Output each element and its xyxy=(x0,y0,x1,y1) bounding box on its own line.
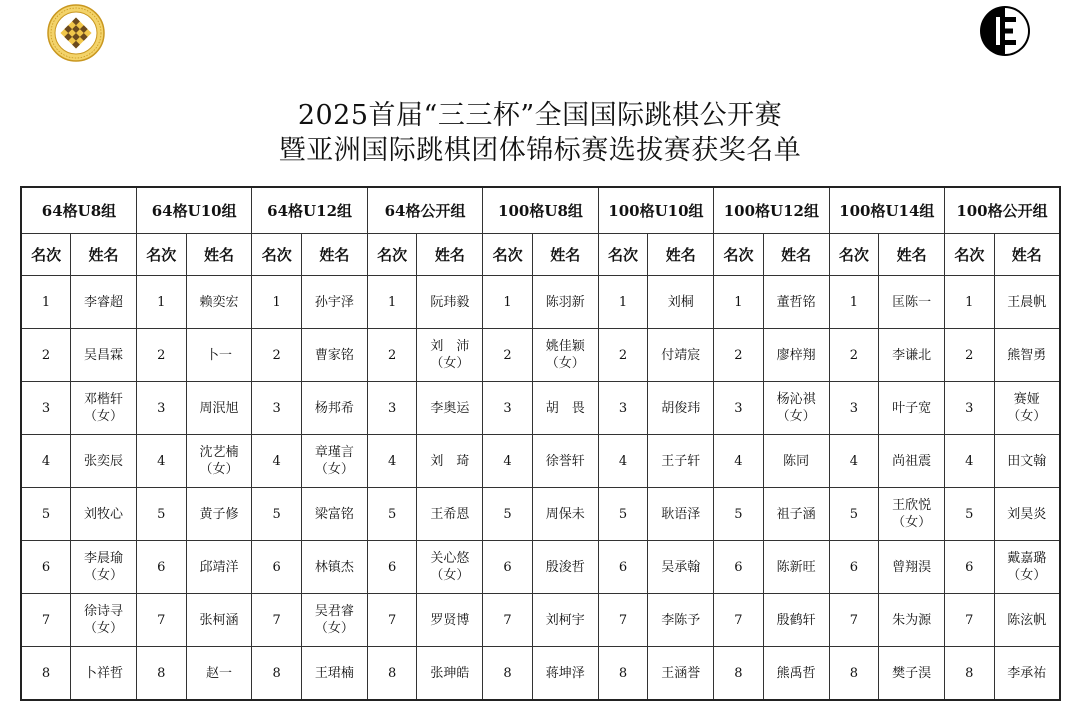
winner-name-cell: 刘桐 xyxy=(648,276,714,329)
winner-name-cell: 关心悠 （女） xyxy=(417,541,483,594)
winner-name-cell: 梁富铭 xyxy=(302,488,368,541)
winner-name-cell: 张珅皓 xyxy=(417,647,483,701)
rank-cell: 4 xyxy=(483,435,533,488)
name-column-header: 姓名 xyxy=(532,234,598,276)
rank-cell: 6 xyxy=(714,541,764,594)
rank-cell: 8 xyxy=(598,647,648,701)
rank-cell: 3 xyxy=(945,382,995,435)
rank-cell: 3 xyxy=(21,382,71,435)
winner-name-cell: 黄子修 xyxy=(186,488,252,541)
group-header: 100格U8组 xyxy=(483,187,598,234)
rank-cell: 6 xyxy=(483,541,533,594)
rank-cell: 8 xyxy=(945,647,995,701)
rank-column-header: 名次 xyxy=(136,234,186,276)
winner-name-cell: 尚祖震 xyxy=(879,435,945,488)
winner-name-cell: 张柯涵 xyxy=(186,594,252,647)
rank-cell: 1 xyxy=(136,276,186,329)
rank-cell: 5 xyxy=(252,488,302,541)
rank-cell: 4 xyxy=(136,435,186,488)
rank-cell: 3 xyxy=(252,382,302,435)
rank-cell: 8 xyxy=(252,647,302,701)
rank-cell: 7 xyxy=(483,594,533,647)
winner-name-cell: 张奕辰 xyxy=(71,435,137,488)
winner-name-cell: 陈新旺 xyxy=(763,541,829,594)
winner-name-cell: 熊智勇 xyxy=(994,329,1060,382)
rank-column-header: 名次 xyxy=(598,234,648,276)
name-column-header: 姓名 xyxy=(994,234,1060,276)
rank-cell: 8 xyxy=(714,647,764,701)
rank-cell: 8 xyxy=(829,647,879,701)
winner-name-cell: 周泯旭 xyxy=(186,382,252,435)
winner-name-cell: 田文翰 xyxy=(994,435,1060,488)
rank-cell: 6 xyxy=(945,541,995,594)
winner-name-cell: 耿语泽 xyxy=(648,488,714,541)
winner-name-cell: 殷浚哲 xyxy=(532,541,598,594)
name-column-header: 姓名 xyxy=(763,234,829,276)
rank-cell: 4 xyxy=(714,435,764,488)
federation-logo xyxy=(978,4,1032,58)
winner-name-cell: 阮玮毅 xyxy=(417,276,483,329)
winner-name-cell: 吴君睿 （女） xyxy=(302,594,368,647)
table-row xyxy=(21,594,1060,647)
winner-name-cell: 吴昌霖 xyxy=(71,329,137,382)
winner-name-cell: 章瑾言 （女） xyxy=(302,435,368,488)
winner-name-cell: 卜祥哲 xyxy=(71,647,137,701)
federation-e-icon xyxy=(978,4,1032,58)
rank-cell: 4 xyxy=(252,435,302,488)
winner-name-cell: 邱靖洋 xyxy=(186,541,252,594)
rank-cell: 1 xyxy=(945,276,995,329)
winner-name-cell: 熊禹哲 xyxy=(763,647,829,701)
rank-cell: 6 xyxy=(598,541,648,594)
winner-name-cell: 徐诗寻 （女） xyxy=(71,594,137,647)
winner-name-cell: 李睿超 xyxy=(71,276,137,329)
rank-column-header: 名次 xyxy=(21,234,71,276)
name-column-header: 姓名 xyxy=(417,234,483,276)
rank-cell: 5 xyxy=(714,488,764,541)
rank-cell: 1 xyxy=(598,276,648,329)
winner-name-cell: 廖梓翔 xyxy=(763,329,829,382)
winner-name-cell: 赖奕宏 xyxy=(186,276,252,329)
winner-name-cell: 李谦北 xyxy=(879,329,945,382)
rank-cell: 5 xyxy=(598,488,648,541)
winner-name-cell: 卜一 xyxy=(186,329,252,382)
column-header-row xyxy=(21,234,1060,276)
winner-name-cell: 曹家铭 xyxy=(302,329,368,382)
winner-name-cell: 樊子淏 xyxy=(879,647,945,701)
rank-cell: 7 xyxy=(598,594,648,647)
group-header: 64格公开组 xyxy=(367,187,482,234)
winner-name-cell: 吴承翰 xyxy=(648,541,714,594)
table-row xyxy=(21,329,1060,382)
rank-cell: 2 xyxy=(367,329,417,382)
rank-cell: 4 xyxy=(829,435,879,488)
rank-cell: 2 xyxy=(252,329,302,382)
winner-name-cell: 朱为源 xyxy=(879,594,945,647)
winner-name-cell: 刘牧心 xyxy=(71,488,137,541)
rank-cell: 6 xyxy=(136,541,186,594)
document-title-line2: 暨亚洲国际跳棋团体锦标赛选拔赛获奖名单 xyxy=(278,135,802,166)
rank-cell: 2 xyxy=(598,329,648,382)
rank-cell: 1 xyxy=(483,276,533,329)
winner-name-cell: 刘 沛 （女） xyxy=(417,329,483,382)
winner-name-cell: 王子轩 xyxy=(648,435,714,488)
group-header: 64格U8组 xyxy=(21,187,136,234)
rank-column-header: 名次 xyxy=(483,234,533,276)
rank-cell: 3 xyxy=(136,382,186,435)
winner-name-cell: 曾翔淏 xyxy=(879,541,945,594)
winner-name-cell: 叶子宽 xyxy=(879,382,945,435)
winner-name-cell: 徐誉轩 xyxy=(532,435,598,488)
winner-name-cell: 付靖宸 xyxy=(648,329,714,382)
rank-cell: 8 xyxy=(483,647,533,701)
rank-cell: 8 xyxy=(21,647,71,701)
rank-cell: 7 xyxy=(829,594,879,647)
rank-cell: 7 xyxy=(136,594,186,647)
winner-name-cell: 赵一 xyxy=(186,647,252,701)
rank-cell: 4 xyxy=(945,435,995,488)
group-header-row xyxy=(21,187,1060,234)
winner-name-cell: 蒋坤泽 xyxy=(532,647,598,701)
winner-name-cell: 殷鹤轩 xyxy=(763,594,829,647)
group-header: 100格U12组 xyxy=(714,187,829,234)
name-column-header: 姓名 xyxy=(879,234,945,276)
rank-column-header: 名次 xyxy=(252,234,302,276)
rank-column-header: 名次 xyxy=(367,234,417,276)
rank-cell: 7 xyxy=(252,594,302,647)
rank-cell: 4 xyxy=(598,435,648,488)
name-column-header: 姓名 xyxy=(186,234,252,276)
rank-cell: 7 xyxy=(714,594,764,647)
rank-cell: 6 xyxy=(367,541,417,594)
group-header: 64格U12组 xyxy=(252,187,367,234)
winner-name-cell: 胡 畏 xyxy=(532,382,598,435)
rank-cell: 2 xyxy=(21,329,71,382)
winner-name-cell: 杨沁祺 （女） xyxy=(763,382,829,435)
rank-cell: 8 xyxy=(367,647,417,701)
winner-name-cell: 祖子涵 xyxy=(763,488,829,541)
rank-cell: 6 xyxy=(21,541,71,594)
winner-name-cell: 李陈予 xyxy=(648,594,714,647)
winner-name-cell: 王珺楠 xyxy=(302,647,368,701)
winner-name-cell: 罗贤博 xyxy=(417,594,483,647)
rank-cell: 3 xyxy=(829,382,879,435)
rank-cell: 5 xyxy=(945,488,995,541)
group-header: 100格U14组 xyxy=(829,187,944,234)
rank-cell: 7 xyxy=(367,594,417,647)
rank-cell: 5 xyxy=(136,488,186,541)
winner-name-cell: 姚佳颖 （女） xyxy=(532,329,598,382)
checkerboard-emblem-icon xyxy=(47,4,105,62)
rank-cell: 2 xyxy=(829,329,879,382)
rank-cell: 2 xyxy=(714,329,764,382)
name-column-header: 姓名 xyxy=(648,234,714,276)
rank-cell: 3 xyxy=(714,382,764,435)
rank-cell: 3 xyxy=(598,382,648,435)
rank-cell: 2 xyxy=(945,329,995,382)
winner-name-cell: 匡陈一 xyxy=(879,276,945,329)
winner-name-cell: 刘柯宇 xyxy=(532,594,598,647)
rank-cell: 2 xyxy=(483,329,533,382)
winner-name-cell: 王希恩 xyxy=(417,488,483,541)
winner-name-cell: 沈艺楠 （女） xyxy=(186,435,252,488)
rank-cell: 5 xyxy=(829,488,879,541)
rank-cell: 1 xyxy=(714,276,764,329)
rank-cell: 6 xyxy=(829,541,879,594)
winner-name-cell: 王涵誉 xyxy=(648,647,714,701)
winner-name-cell: 陈同 xyxy=(763,435,829,488)
rank-cell: 4 xyxy=(367,435,417,488)
rank-column-header: 名次 xyxy=(829,234,879,276)
winner-name-cell: 李晨瑜 （女） xyxy=(71,541,137,594)
rank-cell: 7 xyxy=(945,594,995,647)
group-header: 100格公开组 xyxy=(945,187,1060,234)
table-row xyxy=(21,488,1060,541)
table-row xyxy=(21,276,1060,329)
rank-cell: 8 xyxy=(136,647,186,701)
winner-name-cell: 戴嘉璐 （女） xyxy=(994,541,1060,594)
rank-cell: 6 xyxy=(252,541,302,594)
winner-name-cell: 杨邦希 xyxy=(302,382,368,435)
table-row xyxy=(21,435,1060,488)
rank-cell: 5 xyxy=(21,488,71,541)
award-table xyxy=(20,186,1061,701)
rank-column-header: 名次 xyxy=(714,234,764,276)
winner-name-cell: 刘 琦 xyxy=(417,435,483,488)
winner-name-cell: 陈羽新 xyxy=(532,276,598,329)
rank-cell: 1 xyxy=(367,276,417,329)
document-title-line1: 2025首届“三三杯”全国国际跳棋公开赛 xyxy=(297,100,783,131)
winner-name-cell: 李承祐 xyxy=(994,647,1060,701)
rank-cell: 1 xyxy=(829,276,879,329)
winner-name-cell: 董哲铭 xyxy=(763,276,829,329)
rank-cell: 2 xyxy=(136,329,186,382)
rank-column-header: 名次 xyxy=(945,234,995,276)
table-row xyxy=(21,382,1060,435)
rank-cell: 1 xyxy=(252,276,302,329)
name-column-header: 姓名 xyxy=(71,234,137,276)
winner-name-cell: 胡俊玮 xyxy=(648,382,714,435)
rank-cell: 3 xyxy=(367,382,417,435)
rank-cell: 7 xyxy=(21,594,71,647)
rank-cell: 3 xyxy=(483,382,533,435)
group-header: 100格U10组 xyxy=(598,187,713,234)
name-column-header: 姓名 xyxy=(302,234,368,276)
winner-name-cell: 林镇杰 xyxy=(302,541,368,594)
winner-name-cell: 刘昊炎 xyxy=(994,488,1060,541)
winner-name-cell: 周保未 xyxy=(532,488,598,541)
rank-cell: 5 xyxy=(483,488,533,541)
winner-name-cell: 邓楷轩 （女） xyxy=(71,382,137,435)
winner-name-cell: 陈泫帆 xyxy=(994,594,1060,647)
winner-name-cell: 李奥运 xyxy=(417,382,483,435)
rank-cell: 1 xyxy=(21,276,71,329)
group-header: 64格U10组 xyxy=(136,187,251,234)
winner-name-cell: 王晨帆 xyxy=(994,276,1060,329)
rank-cell: 4 xyxy=(21,435,71,488)
winner-name-cell: 孙宇泽 xyxy=(302,276,368,329)
association-logo xyxy=(47,4,105,62)
table-row xyxy=(21,541,1060,594)
rank-cell: 5 xyxy=(367,488,417,541)
winner-name-cell: 王欣悦 （女） xyxy=(879,488,945,541)
winner-name-cell: 赛娅 （女） xyxy=(994,382,1060,435)
table-row xyxy=(21,647,1060,701)
